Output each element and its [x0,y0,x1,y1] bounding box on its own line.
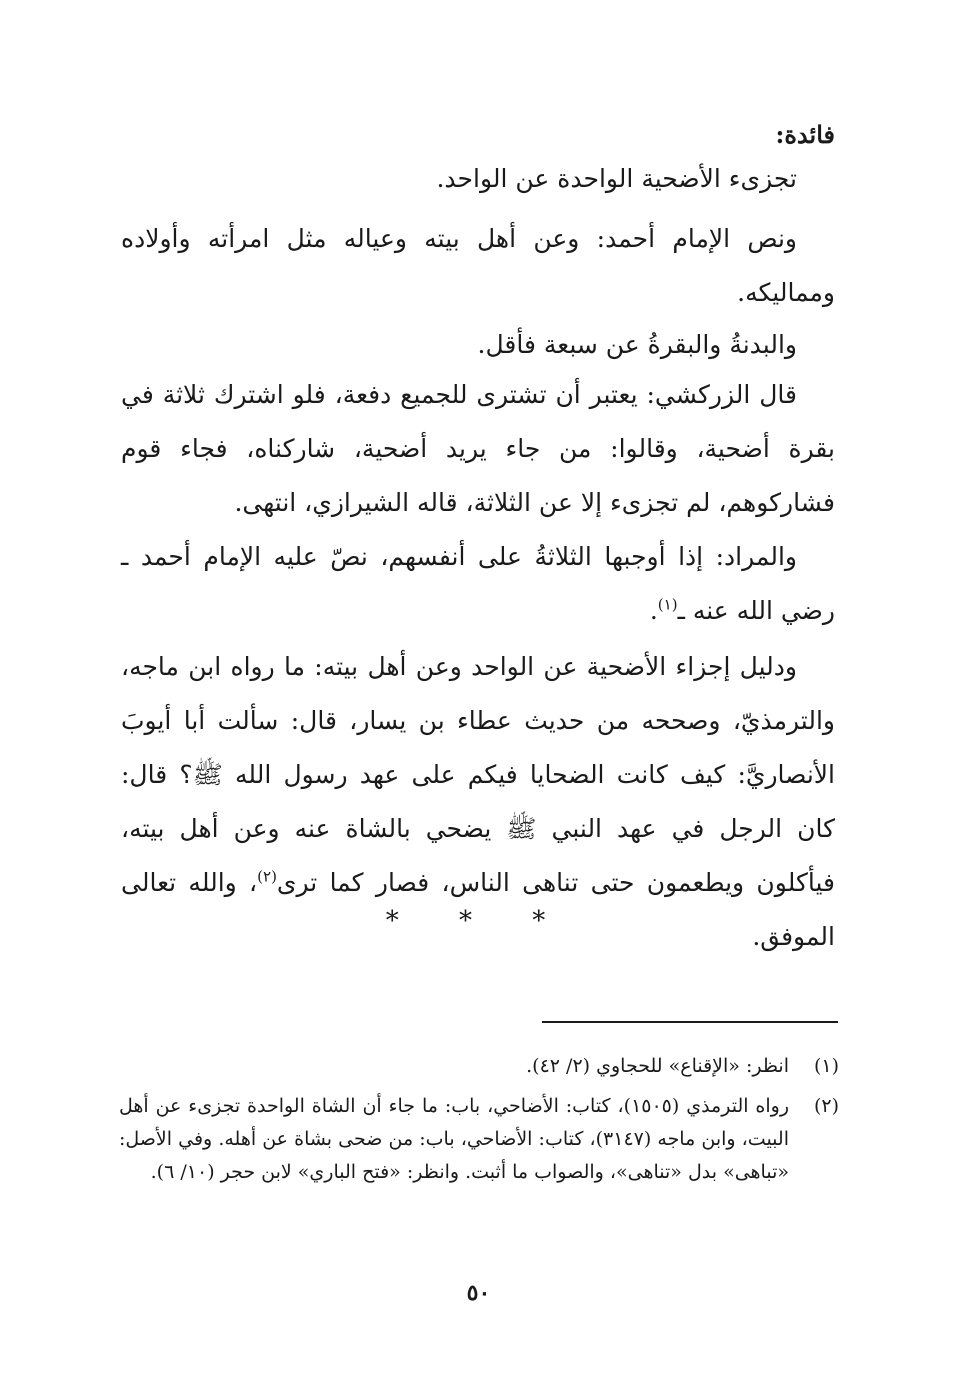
footnote-ref-1[interactable]: (١) [657,595,678,614]
page-number: ٥٠ [466,1280,491,1306]
footnote-2 [119,1090,839,1189]
section-heading: فائدة: [775,120,835,149]
footnote-text: رواه الترمذي (١٥٠٥)، كتاب: الأضاحي، باب: ما جاء أن الشاة الواحدة تجزىء عن أهل البيت، وابن ماجه (٣١٤٧)، كتاب: الأضاحي، باب: من ضحى بشاة عن أهله. وفي الأصل: «تباهى» بدل «تناهى»، والصواب ما أثبت. وانظر: «فتح الباري» لابن حجر (١٠/ ٦). [119,1095,790,1183]
footnote-1 [119,1050,839,1083]
footnote-number: (٢) [813,1095,839,1117]
paragraph-5-end: . [649,596,658,625]
paragraph-5-text: والمراد: إذا أوجبها الثلاثةُ على أنفسهم، نصّ عليه الإمام أحمد ـ رضي الله عنه ـ [121,542,835,625]
paragraph-1: تجزىء الأضحية الواحدة عن الواحد. [436,164,797,193]
footnote-number: (١) [813,1055,839,1077]
paragraph-4: قال الزركشي: يعتبر أن تشترى للجميع دفعة، فلو اشترك ثلاثة في بقرة أضحية، وقالوا: من جاء يريد أضحية، شاركناه، فجاء قوم فشاركوهم، لم تجزىء إلا عن الثلاثة، قاله الشيرازي، انتهى. [121,380,835,517]
paragraph-6-text: ودليل إجزاء الأضحية عن الواحد وعن أهل بيته: ما رواه ابن ماجه، والترمذيّ، وصححه من حديث عطاء بن يسار، قال: سألت أبا أيوبَ الأنصاريَّ: كيف كانت الضحايا فيكم على عهد رسول الله ﷺ؟ قال: كان الرجل في عهد النبي ﷺ يضحي بالشاة عنه وعن أهل بيته، فيأكلون ويطعمون حتى تناهى الناس، فصار كما ترى [121,652,836,897]
footnote-divider [542,1021,838,1023]
paragraph-2: ونص الإمام أحمد: وعن أهل بيته وعياله مثل امرأته وأولاده ومماليكه. [121,224,835,307]
footnote-ref-2[interactable]: (٢) [257,867,277,886]
footnote-text: انظر: «الإقناع» للحجاوي (٢/ ٤٢). [526,1055,789,1077]
paragraph-5 [121,530,835,638]
paragraph-3: والبدنةُ والبقرةُ عن سبعة فأقل. [477,330,797,359]
paragraph-6-end: ، والله تعالى الموفق. [121,868,835,951]
section-separator: * * * [385,906,572,936]
